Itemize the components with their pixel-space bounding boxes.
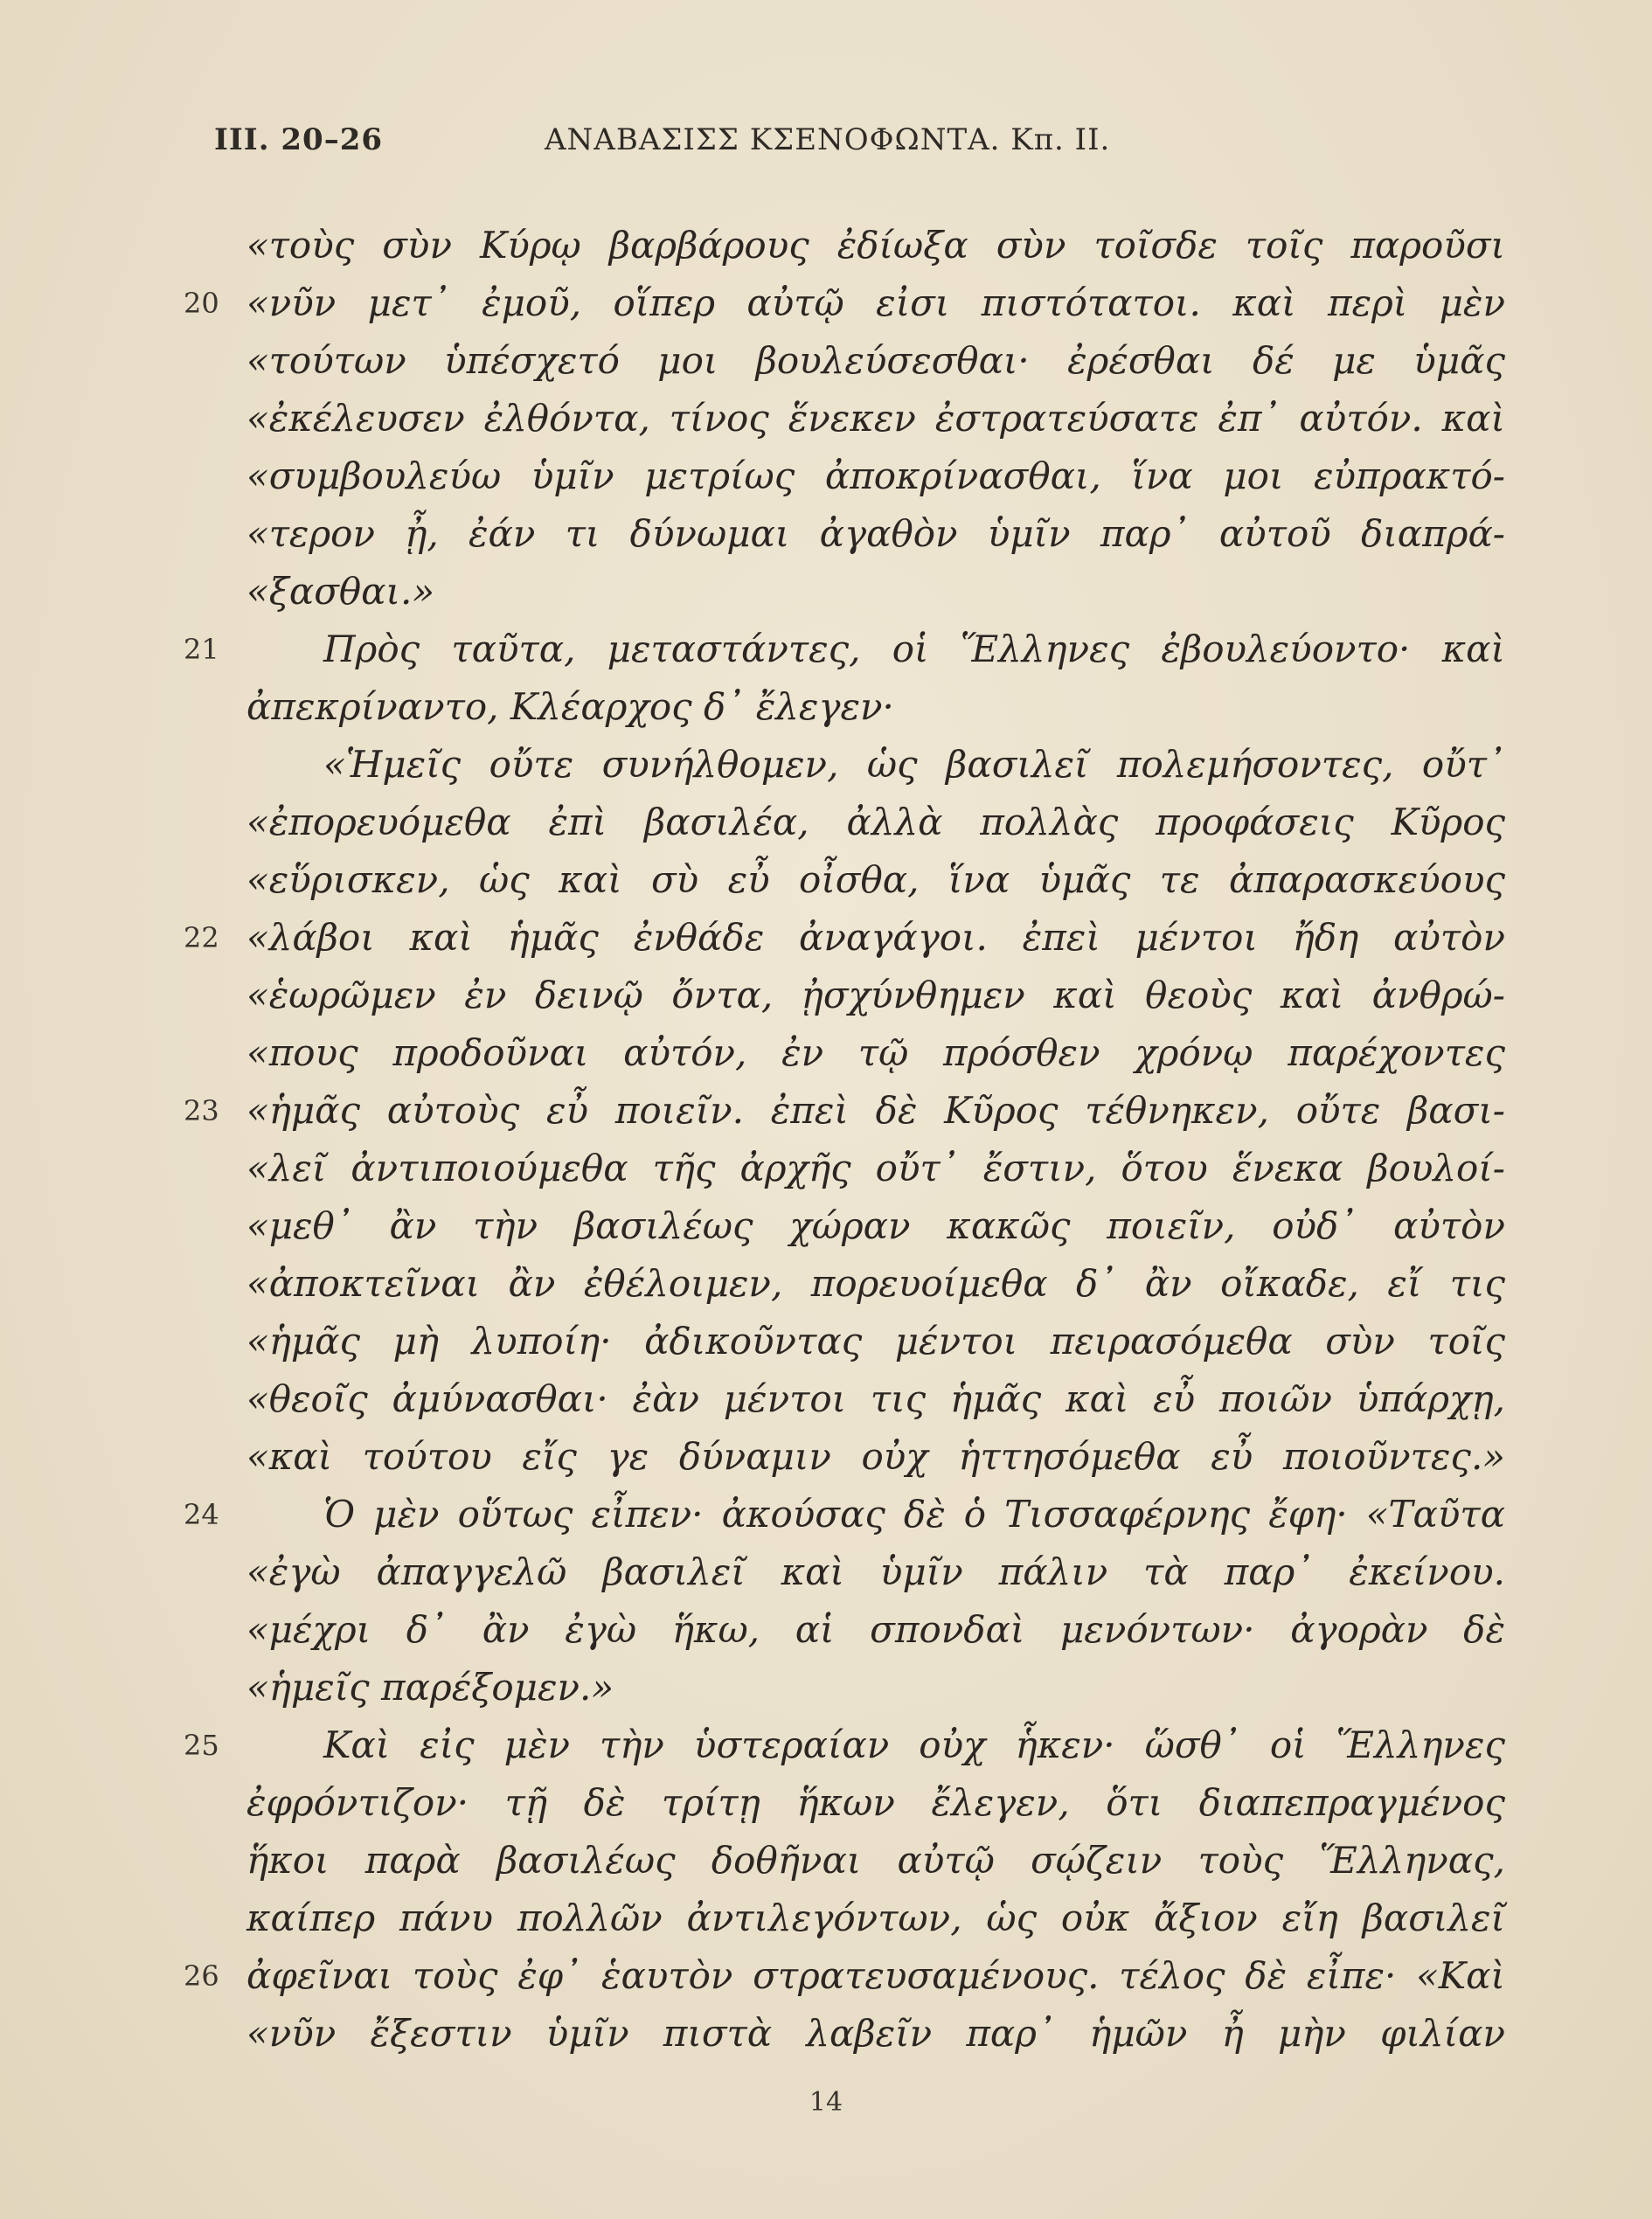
text-line [0,1486,1652,1543]
section-number: 21 [184,633,219,666]
text-line [0,1890,1652,1947]
line-text: «μεθ᾽ ἂν τὴν βασιλέως χώραν κακῶς ποιεῖν, οὐδ᾽ αὐτὸν [246,1204,1505,1247]
text-line [0,736,1652,794]
line-text: «ἑωρῶμεν ἐν δεινῷ ὄντα, ᾐσχύνθημεν καὶ θεοὺς καὶ ἀνθρώ- [246,974,1505,1016]
text-line [0,967,1652,1024]
section-number: 24 [184,1498,219,1531]
text-line [0,1601,1652,1659]
line-text: «Ἡμεῖς οὔτε συνήλθομεν, ὡς βασιλεῖ πολεμήσοντες, οὔτ᾽ [323,743,1505,786]
text-line [0,2005,1652,2063]
line-text: «τερον ᾖ, ἐάν τι δύνωμαι ἀγαθὸν ὑμῖν παρ᾽ αὐτοῦ διαπρά- [246,512,1505,555]
section-number: 22 [184,921,219,954]
line-text: «εὕρισκεν, ὡς καὶ σὺ εὖ οἶσθα, ἵνα ὑμᾶς τε ἀπαρασκεύους [246,858,1505,901]
text-line [0,1716,1652,1774]
text-line [0,851,1652,909]
text-line [0,621,1652,678]
line-text: «θεοῖς ἀμύνασθαι· ἐὰν μέντοι τις ἡμᾶς καὶ εὖ ποιῶν ὑπάρχῃ, [246,1377,1505,1420]
text-line [0,1082,1652,1140]
line-text: «λεῖ ἀντιποιούμεθα τῆς ἀρχῆς οὔτ᾽ ἔστιν, ὅτου ἕνεκα βουλοί- [246,1147,1505,1189]
text-line [0,1197,1652,1255]
text-line [0,1024,1652,1082]
line-text: «ἐπορευόμεθα ἐπὶ βασιλέα, ἀλλὰ πολλὰς προφάσεις Κῦρος [246,801,1505,843]
section-reference: III. 20–26 [214,122,384,157]
line-text: «καὶ τούτου εἴς γε δύναμιν οὐχ ἡττησόμεθα εὖ ποιοῦντες.» [246,1435,1505,1478]
text-line [0,447,1652,505]
text-line [0,678,1652,736]
text-line [0,217,1652,274]
line-text: «τοὺς σὺν Κύρῳ βαρβάρους ἐδίωξα σὺν τοῖσδε τοῖς παροῦσι [246,224,1505,267]
text-line [0,390,1652,447]
line-text: ἐφρόντιζον· τῇ δὲ τρίτῃ ἥκων ἔλεγεν, ὅτι διαπεπραγμένος [246,1781,1505,1824]
text-line [0,1370,1652,1428]
line-text: καίπερ πάνυ πολλῶν ἀντιλεγόντων, ὡς οὐκ ἄξιον εἴη βασιλεῖ [246,1897,1505,1939]
text-line [0,794,1652,851]
line-text: «ἡμᾶς μὴ λυποίη· ἀδικοῦντας μέντοι πειρασόμεθα σὺν τοῖς [246,1320,1505,1363]
line-text: «ἡμεῖς παρέξομεν.» [246,1666,614,1709]
line-text: «νῦν μετ᾽ ἐμοῦ, οἵπερ αὐτῷ εἰσι πιστότατοι. καὶ περὶ μὲν [246,281,1505,324]
line-text: «μέχρι δ᾽ ἂν ἐγὼ ἥκω, αἱ σπονδαὶ μενόντων· ἀγορὰν δὲ [246,1608,1505,1651]
line-text: «νῦν ἔξεστιν ὑμῖν πιστὰ λαβεῖν παρ᾽ ἡμῶν ἦ μὴν φιλίαν [246,2012,1505,2055]
running-title: ΑΝΑΒΑΣΙΣΣ ΚΣΕΝΟΦΩΝΤΑ. Κπ. II. [545,122,1111,157]
line-text: «ἐκέλευσεν ἐλθόντα, τίνος ἕνεκεν ἐστρατεύσατε ἐπ᾽ αὐτόν. καὶ [246,397,1505,440]
text-line [0,1543,1652,1601]
line-text: «ἀποκτεῖναι ἂν ἐθέλοιμεν, πορευοίμεθα δ᾽ ἂν οἴκαδε, εἴ τις [246,1262,1505,1305]
section-number: 26 [184,1959,219,1993]
text-line [0,1832,1652,1890]
line-text: «ἡμᾶς αὐτοὺς εὖ ποιεῖν. ἐπεὶ δὲ Κῦρος τέθνηκεν, οὔτε βασι- [246,1089,1505,1132]
section-number: 20 [184,287,219,320]
line-text: «τούτων ὑπέσχετό μοι βουλεύσεσθαι· ἐρέσθαι δέ με ὑμᾶς [246,339,1505,382]
page-number: 14 [809,2087,843,2118]
section-number: 23 [184,1094,219,1127]
line-text: Ὁ μὲν οὕτως εἶπεν· ἀκούσας δὲ ὁ Τισσαφέρνης ἔφη· «Ταῦτα [323,1493,1505,1536]
line-text: Πρὸς ταῦτα, μεταστάντες, οἱ Ἕλληνες ἐβουλεύοντο· καὶ [323,628,1505,670]
text-line [0,1659,1652,1716]
text-line [0,1947,1652,2005]
line-text: «ἐγὼ ἀπαγγελῶ βασιλεῖ καὶ ὑμῖν πάλιν τὰ παρ᾽ ἐκείνου. [246,1550,1505,1593]
text-line [0,332,1652,390]
line-text: ἥκοι παρὰ βασιλέως δοθῆναι αὐτῷ σῴζειν τοὺς Ἕλληνας, [246,1839,1505,1882]
text-line [0,1313,1652,1370]
line-text: Καὶ εἰς μὲν τὴν ὑστεραίαν οὐχ ἧκεν· ὥσθ᾽ οἱ Ἕλληνες [323,1723,1505,1766]
text-line [0,1255,1652,1313]
line-text: «συμβουλεύω ὑμῖν μετρίως ἀποκρίνασθαι, ἵνα μοι εὐπρακτό- [246,454,1505,497]
line-text: «ξασθαι.» [246,570,435,613]
line-text: ἀφεῖναι τοὺς ἐφ᾽ ἑαυτὸν στρατευσαμένους. τέλος δὲ εἶπε· «Καὶ [246,1954,1505,1997]
text-line [0,1428,1652,1486]
line-text: «πους προδοῦναι αὐτόν, ἐν τῷ πρόσθεν χρόνῳ παρέχοντες [246,1031,1505,1074]
text-line [0,1140,1652,1197]
text-line [0,563,1652,621]
line-text: «λάβοι καὶ ἡμᾶς ἐνθάδε ἀναγάγοι. ἐπεὶ μέντοι ἤδη αὐτὸν [246,916,1505,959]
text-line [0,505,1652,563]
running-header [214,122,1176,175]
line-text: ἀπεκρίναντο, Κλέαρχος δ᾽ ἔλεγεν· [246,685,894,728]
text-line [0,1774,1652,1832]
text-line [0,909,1652,967]
section-number: 25 [184,1729,219,1762]
text-line [0,274,1652,332]
text-body [0,217,1652,2063]
